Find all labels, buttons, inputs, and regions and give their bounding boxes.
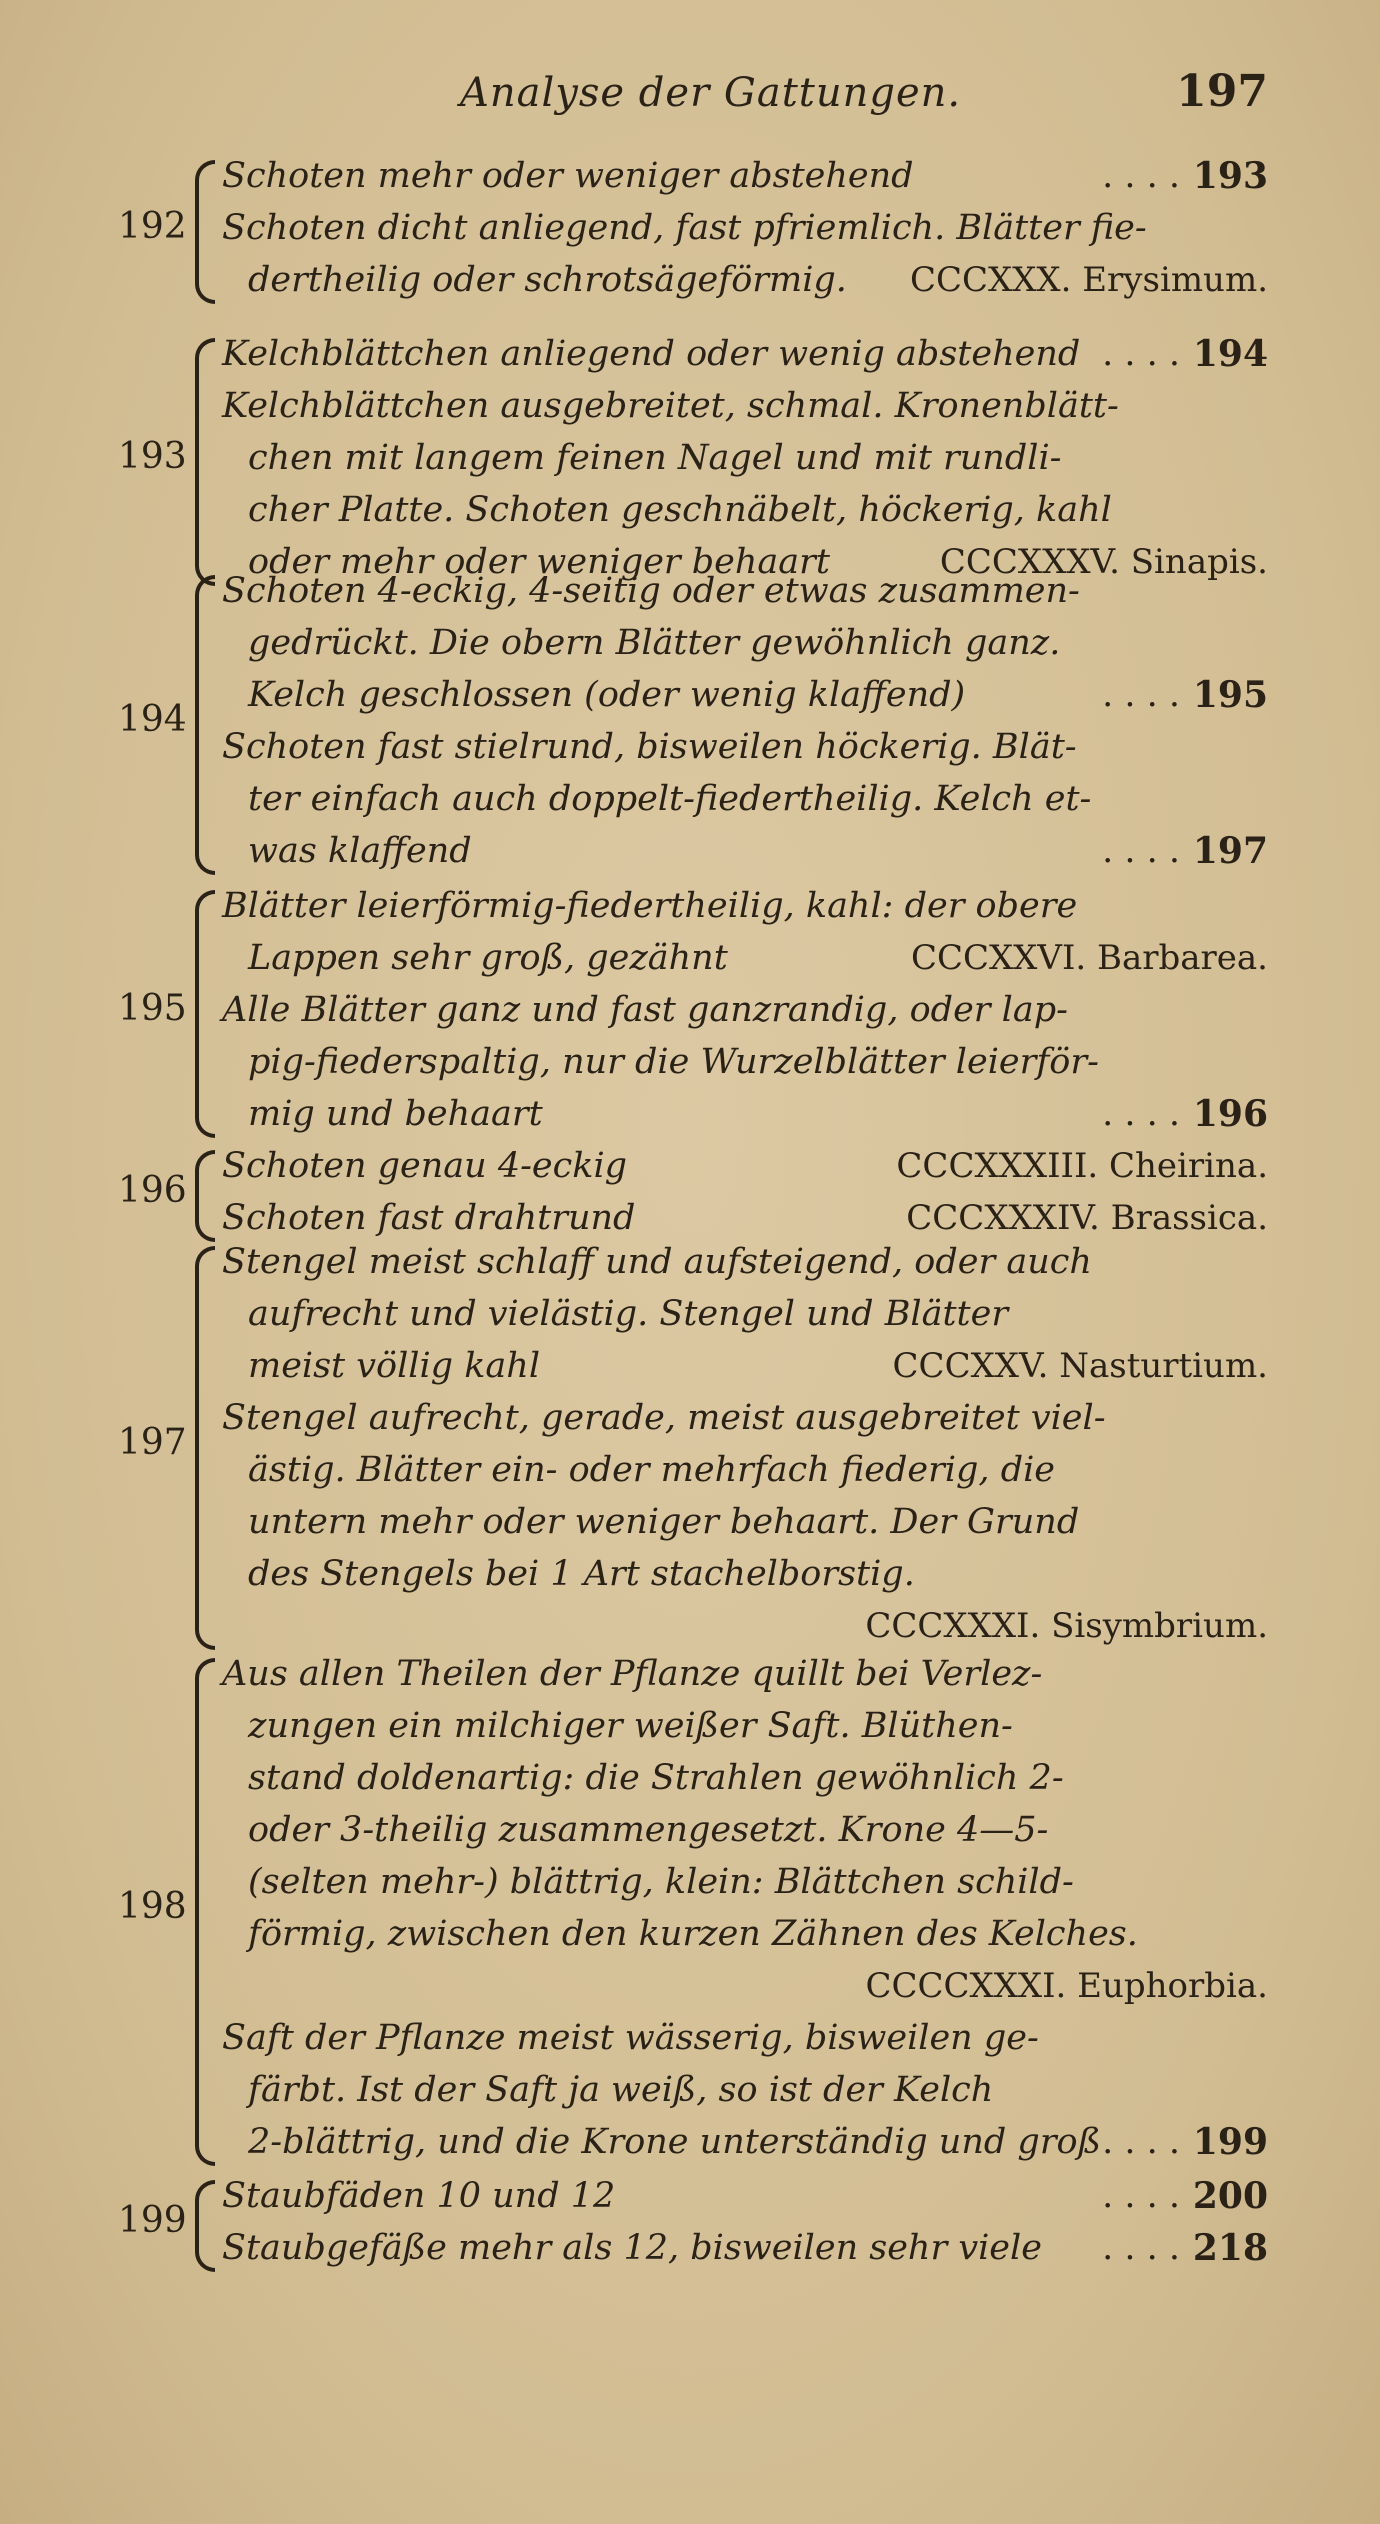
key-line: Kelchblättchen ausgebreitet, schmal. Kronenblätt- xyxy=(222,386,1119,426)
key-line: dertheilig oder schrotsägeförmig. xyxy=(248,260,847,300)
key-line: ästig. Blätter ein- oder mehrfach fiederig, die xyxy=(248,1450,1055,1490)
couplet-number: 193 xyxy=(118,436,187,477)
page-header xyxy=(0,62,1380,122)
brace xyxy=(195,2180,215,2272)
dot-leader: . . . . xyxy=(1102,1094,1180,1134)
key-line: oder mehr oder weniger behaart xyxy=(248,542,830,582)
key-line: chen mit langem feinen Nagel und mit rundli- xyxy=(248,438,1062,478)
key-reference-number: 193 xyxy=(1192,155,1268,197)
couplet-number: 199 xyxy=(118,2200,187,2241)
key-line: Lappen sehr groß, gezähnt xyxy=(248,938,728,978)
key-line: ter einfach auch doppelt-fiedertheilig. Kelch et- xyxy=(248,779,1092,819)
dot-leader: . . . . xyxy=(1102,156,1180,196)
key-reference-number: 194 xyxy=(1192,333,1268,375)
dot-leader: . . . . xyxy=(1102,2122,1180,2162)
key-couplet-196 xyxy=(0,1140,1380,1244)
key-line: (selten mehr-) blättrig, klein: Blättchen schild- xyxy=(248,1862,1074,1902)
couplet-number: 195 xyxy=(118,988,187,1029)
brace xyxy=(195,575,215,875)
dot-leader: . . . . xyxy=(1102,675,1180,715)
dot-leader: . . . . xyxy=(1102,334,1180,374)
key-line: meist völlig kahl xyxy=(248,1346,541,1386)
key-line: Schoten mehr oder weniger abstehend xyxy=(222,156,914,196)
key-line: cher Platte. Schoten geschnäbelt, höckerig, kahl xyxy=(248,490,1112,530)
genus-name: CCCXXXIII. Cheirina. xyxy=(896,1146,1268,1186)
key-reference-number: 196 xyxy=(1192,1093,1268,1135)
couplet-number: 197 xyxy=(118,1422,187,1463)
key-line: aufrecht und vielästig. Stengel und Blätter xyxy=(248,1294,1009,1334)
key-line: Kelchblättchen anliegend oder wenig abstehend xyxy=(222,334,1081,374)
page-number: 197 xyxy=(1176,66,1268,117)
key-line: Aus allen Theilen der Pflanze quillt bei Verlez- xyxy=(222,1654,1043,1694)
key-couplet-194 xyxy=(0,565,1380,877)
genus-name: CCCXXVI. Barbarea. xyxy=(910,938,1268,978)
key-line: Staubfäden 10 und 12 xyxy=(222,2176,616,2216)
brace xyxy=(195,338,215,586)
key-line: gedrückt. Die obern Blätter gewöhnlich ganz. xyxy=(248,623,1061,663)
genus-name: CCCCXXXI. Euphorbia. xyxy=(865,1966,1268,2006)
key-line: förmig, zwischen den kurzen Zähnen des Kelches. xyxy=(248,1914,1138,1954)
key-line: untern mehr oder weniger behaart. Der Grund xyxy=(248,1502,1080,1542)
key-line: Stengel aufrecht, gerade, meist ausgebreitet viel- xyxy=(222,1398,1106,1438)
key-line: mig und behaart xyxy=(248,1094,543,1134)
dot-leader: . . . . xyxy=(1102,831,1180,871)
couplet-number: 192 xyxy=(118,206,187,247)
couplet-number: 198 xyxy=(118,1886,187,1927)
key-reference-number: 195 xyxy=(1192,674,1268,716)
key-line: Schoten 4-eckig, 4-seitig oder etwas zusammen- xyxy=(222,571,1080,611)
key-couplet-195 xyxy=(0,880,1380,1140)
key-line: stand doldenartig: die Strahlen gewöhnlich 2- xyxy=(248,1758,1064,1798)
key-couplet-199 xyxy=(0,2170,1380,2274)
key-line: Alle Blätter ganz und fast ganzrandig, oder lap- xyxy=(222,990,1068,1030)
key-line: pig-fiederspaltig, nur die Wurzelblätter leierför- xyxy=(248,1042,1099,1082)
genus-name: CCCXXX. Erysimum. xyxy=(909,260,1268,300)
genus-name: CCCXXXV. Sinapis. xyxy=(939,542,1268,582)
key-couplet-193 xyxy=(0,328,1380,588)
key-line: was klaffend xyxy=(248,831,472,871)
key-couplet-198 xyxy=(0,1648,1380,2168)
key-couplet-192 xyxy=(0,150,1380,306)
key-line: Kelch geschlossen (oder wenig klaffend) xyxy=(248,675,966,715)
key-line: 2-blättrig, und die Krone unterständig und groß xyxy=(248,2122,1102,2162)
key-line: Staubgefäße mehr als 12, bisweilen sehr viele xyxy=(222,2228,1042,2268)
brace xyxy=(195,1246,215,1650)
key-reference-number: 200 xyxy=(1192,2175,1268,2217)
key-line: oder 3-theilig zusammengesetzt. Krone 4—5- xyxy=(248,1810,1049,1850)
brace xyxy=(195,1150,215,1242)
key-line: des Stengels bei 1 Art stachelborstig. xyxy=(248,1554,915,1594)
brace xyxy=(195,890,215,1138)
key-reference-number: 197 xyxy=(1192,830,1268,872)
genus-name: CCCXXV. Nasturtium. xyxy=(892,1346,1268,1386)
key-reference-number: 218 xyxy=(1192,2227,1268,2269)
key-line: Schoten genau 4-eckig xyxy=(222,1146,628,1186)
genus-name: CCCXXXIV. Brassica. xyxy=(906,1198,1268,1238)
key-line: Schoten dicht anliegend, fast pfriemlich. Blätter fie- xyxy=(222,208,1147,248)
key-line: Stengel meist schlaff und aufsteigend, oder auch xyxy=(222,1242,1092,1282)
couplet-number: 194 xyxy=(118,699,187,740)
dot-leader: . . . . xyxy=(1102,2176,1180,2216)
couplet-number: 196 xyxy=(118,1170,187,1211)
brace xyxy=(195,160,215,304)
key-line: Schoten fast stielrund, bisweilen höckerig. Blät- xyxy=(222,727,1077,767)
key-reference-number: 199 xyxy=(1192,2121,1268,2163)
key-line: Saft der Pflanze meist wässerig, bisweilen ge- xyxy=(222,2018,1039,2058)
genus-name: CCCXXXI. Sisymbrium. xyxy=(865,1606,1268,1646)
key-couplet-197 xyxy=(0,1236,1380,1652)
key-line: zungen ein milchiger weißer Saft. Blüthen- xyxy=(248,1706,1013,1746)
running-title: Analyse der Gattungen. xyxy=(460,70,962,116)
key-line: färbt. Ist der Saft ja weiß, so ist der Kelch xyxy=(248,2070,994,2110)
brace xyxy=(195,1658,215,2166)
dot-leader: . . . . xyxy=(1102,2228,1180,2268)
key-line: Blätter leierförmig-fiedertheilig, kahl: der obere xyxy=(222,886,1078,926)
key-line: Schoten fast drahtrund xyxy=(222,1198,636,1238)
